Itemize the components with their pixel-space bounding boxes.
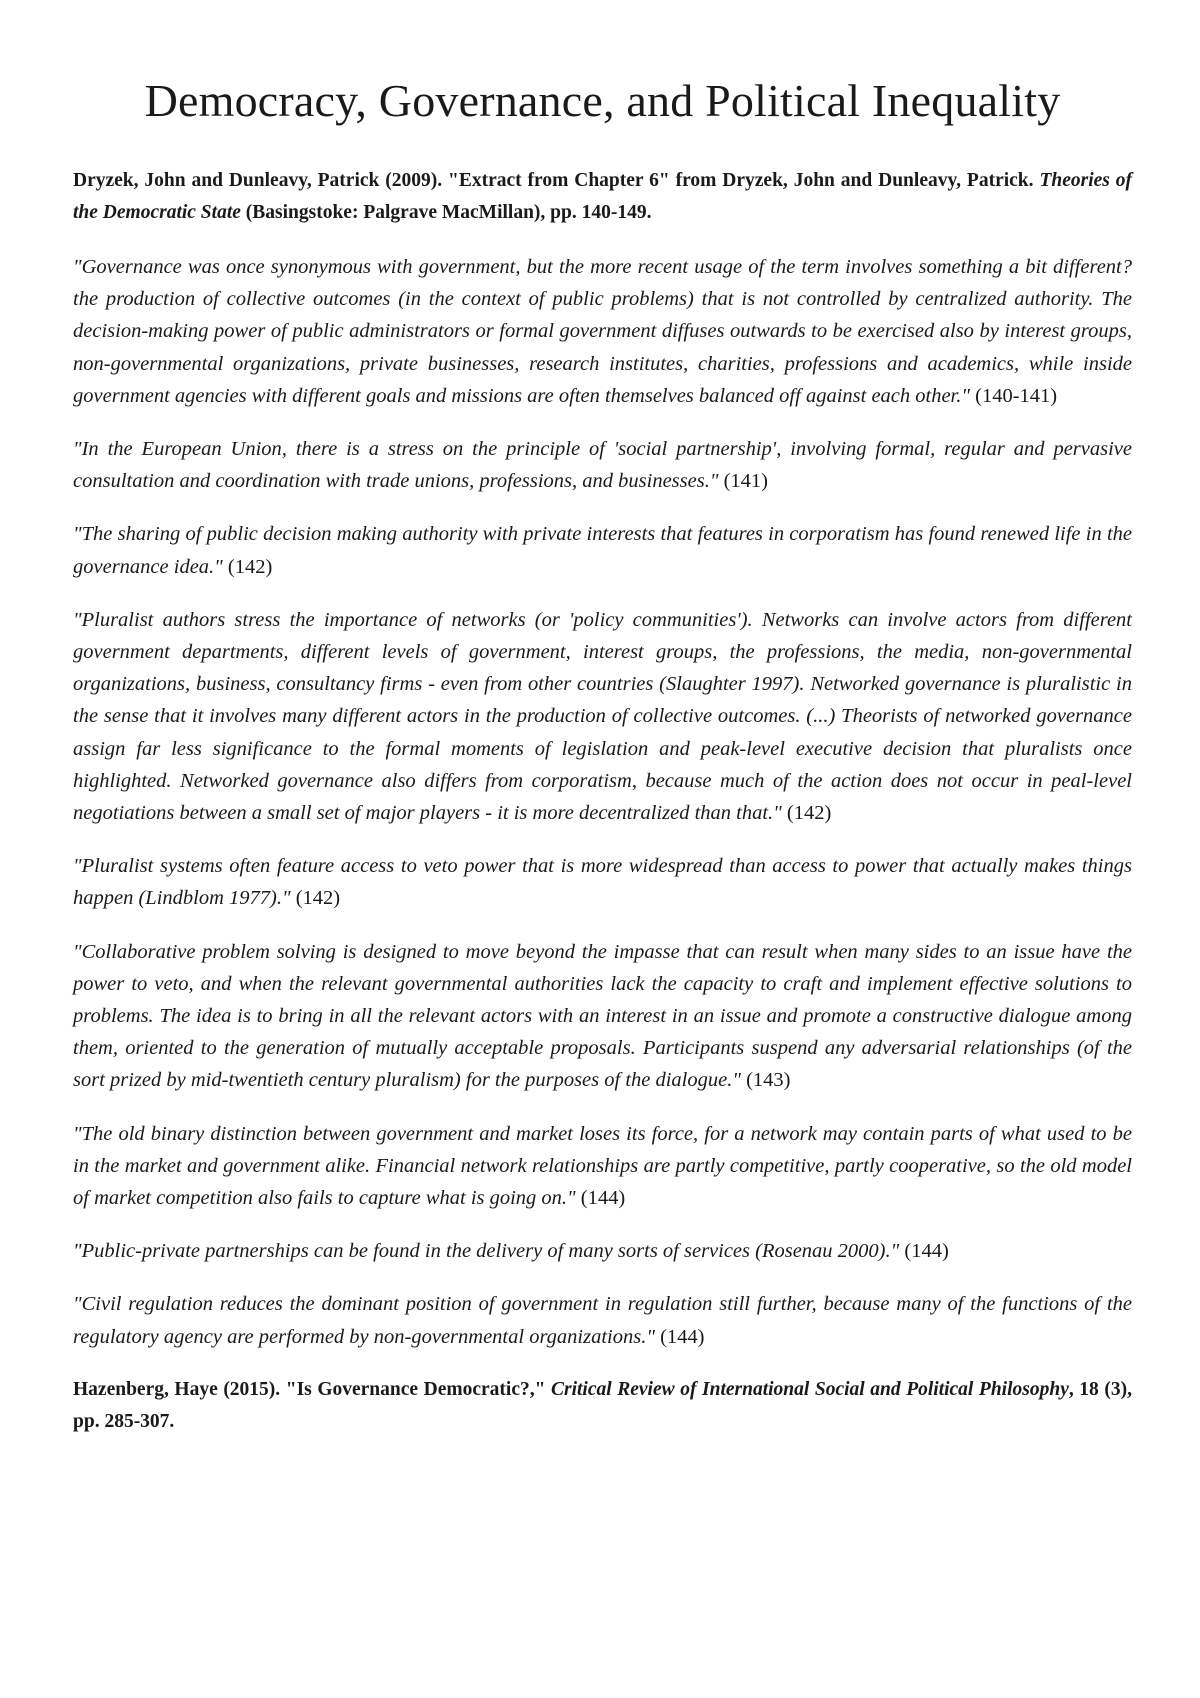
quote-paragraph bbox=[73, 936, 1132, 1097]
quote-paragraph bbox=[73, 604, 1132, 829]
citation-journal-title: Critical Review of International Social and Political Philosophy bbox=[551, 1378, 1069, 1400]
quote-paragraph bbox=[73, 251, 1132, 412]
quote-text: "The sharing of public decision making authority with private interests that features in corporatism has found renewed life in the governance idea." bbox=[73, 523, 1132, 578]
quote-page-ref: (141) bbox=[718, 470, 768, 493]
citation-book-title: Theories of the Democratic State bbox=[73, 170, 1132, 223]
quote-text: "Collaborative problem solving is designed to move beyond the impasse that can result when many sides to an issue have the power to veto, and when the relevant governmental authorities lack the capacity to craft and implement effective solutions to problems. The idea is to bring in all the relevant actors with an interest in an issue and promote a constructive dialogue among them, oriented to the generation of mutually acceptable proposals. Participants suspend any adversarial relationships (of the sort prized by mid-twentieth century pluralism) for the purposes of the dialogue." bbox=[73, 940, 1132, 1092]
quote-page-ref: (142) bbox=[290, 887, 341, 910]
quote-paragraph bbox=[73, 1288, 1132, 1352]
quote-text: "Pluralist authors stress the importance of networks (or 'policy communities'). Networks can involve actors from different government departments, different levels of government, interest groups, the professions, the media, non-governmental organizations, business, consultancy firms - even from other countries (Slaughter 1997). Networked governance is pluralistic in the sense that it involves many different actors in the production of collective outcomes. (...) Theorists of networked governance assign far less significance to the formal moments of legislation and peak-level executive decision that pluralists once highlighted. Networked governance also differs from corporatism, because much of the action does not occur in peal-level negotiations between a small set of major players - it is more decentralized than that." bbox=[73, 608, 1132, 825]
citation-text: Dryzek, John and Dunleavy, Patrick (2009). "Extract from Chapter 6" from Dryzek, John and Dunleavy, Patrick. bbox=[73, 170, 1040, 191]
quote-text: "Governance was once synonymous with government, but the more recent usage of the term involves something a bit different? the production of collective outcomes (in the context of public problems) that is not controlled by centralized authority. The decision-making power of public administrators or formal government diffuses outwards to be exercised also by interest groups, non-governmental organizations, private businesses, research institutes, charities, professions and academics, while inside government agencies with different goals and missions are often themselves balanced off against each other." bbox=[73, 256, 1132, 407]
quote-text: "Pluralist systems often feature access to veto power that is more widespread than access to power that actually makes things happen (Lindblom 1977)." bbox=[73, 855, 1132, 910]
quote-paragraph bbox=[73, 1235, 1132, 1267]
quote-page-ref: (142) bbox=[781, 802, 832, 825]
quote-text: "The old binary distinction between government and market loses its force, for a network may contain parts of what used to be in the market and government alike. Financial network relationships are partly competitive, partly cooperative, so the old model of market competition also fails to capture what is going on." bbox=[73, 1122, 1132, 1210]
quote-page-ref: (144) bbox=[899, 1240, 949, 1263]
quote-page-ref: (144) bbox=[654, 1325, 705, 1348]
citation-hazenberg bbox=[73, 1374, 1132, 1438]
quote-text: "In the European Union, there is a stress on the principle of 'social partnership', involving formal, regular and pervasive consultation and coordination with trade unions, professions, and businesses." bbox=[73, 438, 1132, 493]
citation-text: , 18 (3), pp. 285-307. bbox=[73, 1378, 1132, 1432]
quote-paragraph bbox=[73, 518, 1132, 582]
quote-page-ref: (144) bbox=[575, 1187, 626, 1210]
quote-text: "Civil regulation reduces the dominant position of government in regulation still further, because many of the functions of the regulatory agency are performed by non-governmental organizations." bbox=[73, 1293, 1132, 1348]
quote-paragraph bbox=[73, 1118, 1132, 1215]
citation-text: Hazenberg, Haye (2015). "Is Governance Democratic?," bbox=[73, 1378, 551, 1400]
quote-text: "Public-private partnerships can be found in the delivery of many sorts of services (Rosenau 2000)." bbox=[73, 1240, 900, 1263]
quote-page-ref: (140-141) bbox=[970, 384, 1058, 407]
citation-text: (Basingstoke: Palgrave MacMillan), pp. 140-149. bbox=[240, 202, 652, 223]
page-title: Democracy, Governance, and Political Inequality bbox=[144, 75, 1061, 126]
quote-paragraph bbox=[73, 433, 1132, 497]
quote-paragraph bbox=[73, 850, 1132, 914]
quote-page-ref: (142) bbox=[222, 555, 273, 578]
quote-page-ref: (143) bbox=[740, 1069, 791, 1092]
citation-dryzek-dunleavy bbox=[73, 165, 1132, 229]
